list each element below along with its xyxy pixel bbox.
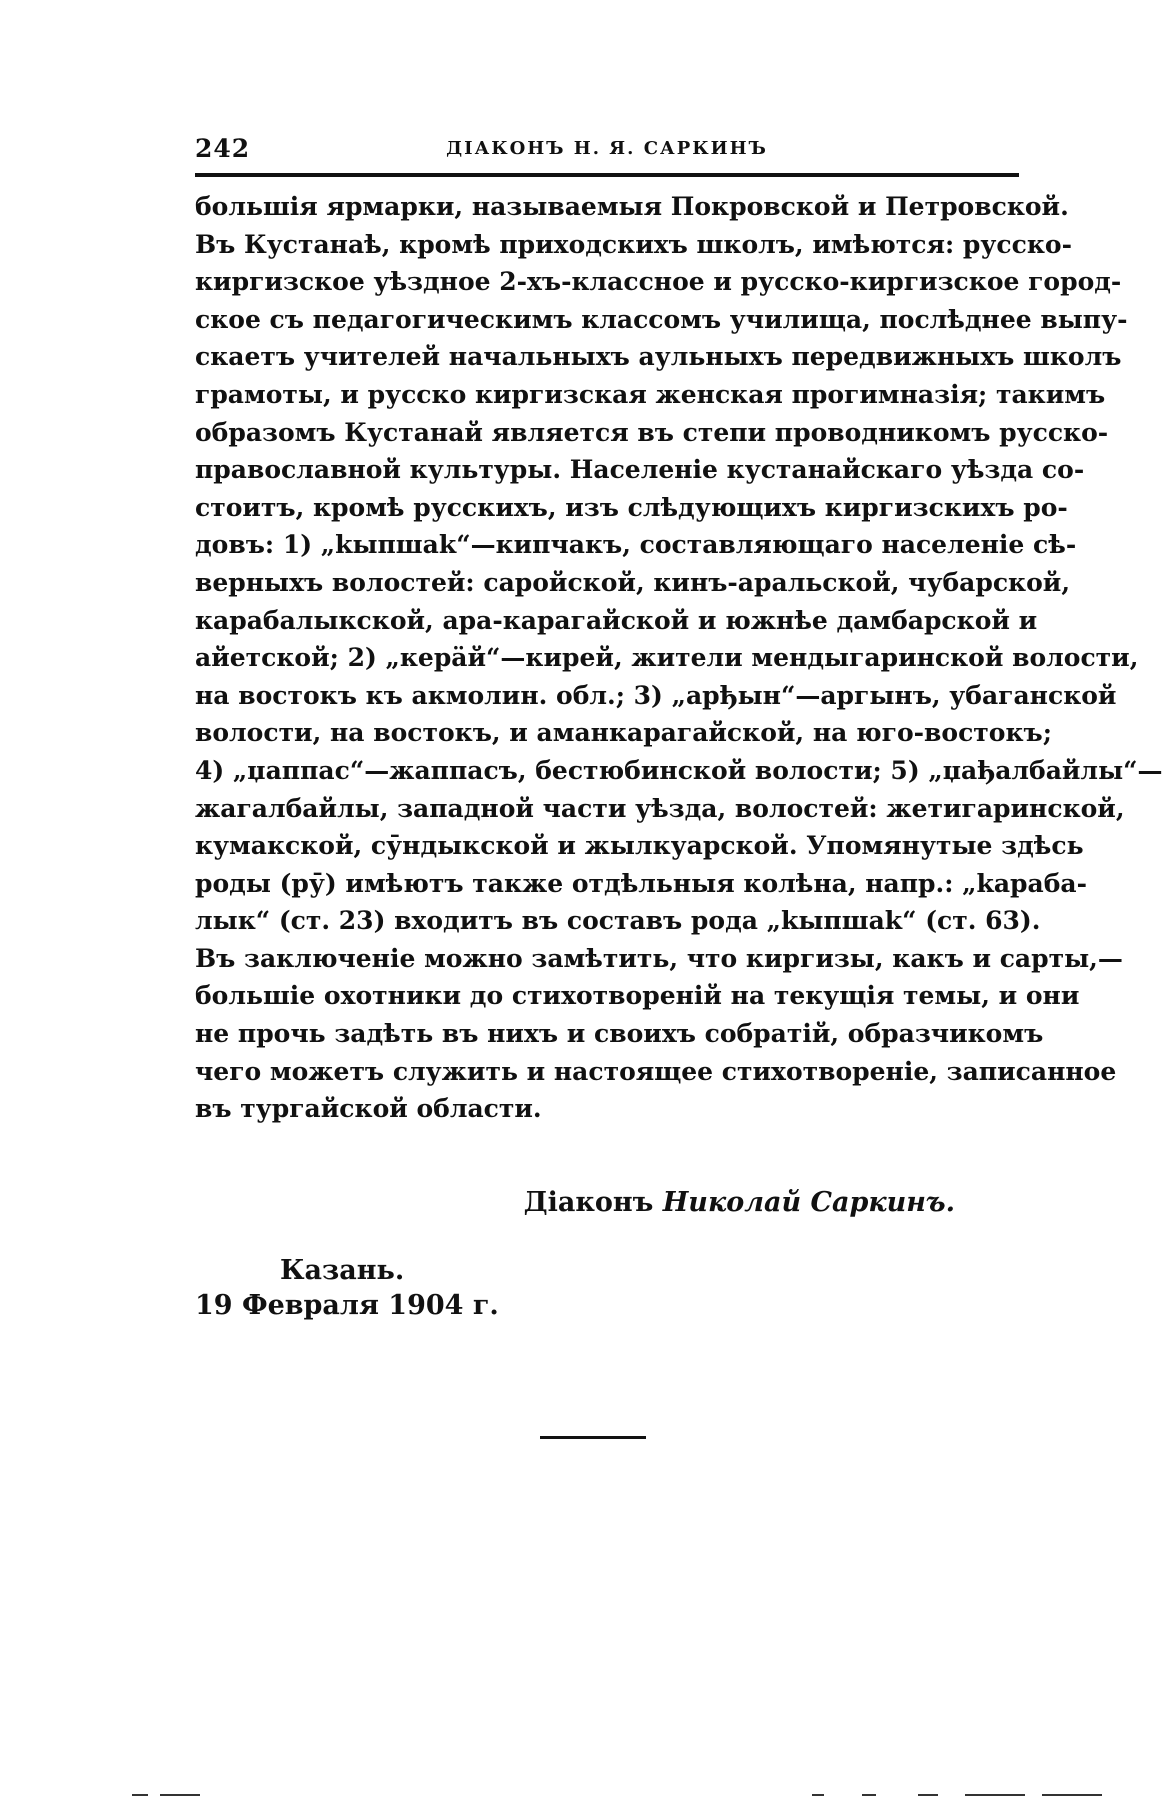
signature-name: Николай Саркинъ.: [662, 1187, 955, 1218]
text-line: стоитъ, кромѣ русскихъ, изъ слѣдующихъ киргизскихъ ро-: [195, 492, 1068, 522]
text-line: айетской; 2) „керäй“—кирей, жители мендыгаринской волости,: [195, 643, 1139, 673]
text-line: карабалыкской, ара-карагайской и южнѣе дамбарской и: [195, 605, 1038, 635]
page-number: 242: [195, 134, 251, 163]
scan-edge-marks: [0, 1790, 1140, 1800]
text-line: скаетъ учителей начальныхъ аульныхъ передвижныхъ школъ: [195, 342, 1122, 372]
text-line: лык“ (ст. 23) входитъ въ составъ рода „kыпшаk“ (ст. 63).: [195, 906, 1041, 936]
text-line: кумакской, сӯндыкской и жылкуарской. Упомянутые здѣсь: [195, 831, 1084, 861]
text-line: жагалбайлы, западной части уѣзда, волостей: жетигаринской,: [195, 793, 1125, 823]
body-text: [195, 188, 1163, 1128]
dateline-place: Казань.: [280, 1255, 405, 1286]
running-title: ДІАКОНЪ Н. Я. САРКИНЪ: [446, 138, 768, 159]
text-line: на востокъ къ акмолин. обл.; 3) „арђын“—аргынъ, убаганской: [195, 680, 1117, 710]
scan-mark: [1042, 1794, 1102, 1796]
text-line: образомъ Кустанай является въ степи проводникомъ русско-: [195, 417, 1109, 447]
page-header: [195, 134, 1019, 170]
text-line: киргизское уѣздное 2-хъ-классное и русско-киргизское город-: [195, 267, 1122, 297]
text-line: православной культуры. Населеніе кустанайскаго уѣзда со-: [195, 455, 1085, 485]
author-signature: [195, 1187, 955, 1218]
text-line: грамоты, и русско киргизская женская прогимназія; такимъ: [195, 379, 1106, 409]
text-line: верныхъ волостей: саройской, кинъ-аральской, чубарской,: [195, 567, 1071, 597]
scan-mark: [918, 1794, 938, 1796]
scan-mark: [160, 1794, 200, 1796]
scan-mark: [812, 1794, 824, 1796]
scan-mark: [965, 1794, 1025, 1796]
dateline-date: 19 Февраля 1904 г.: [195, 1290, 499, 1321]
text-line: Въ Кустанаѣ, кромѣ приходскихъ школъ, имѣются: русско-: [195, 229, 1072, 259]
header-rule: [195, 173, 1019, 177]
text-line: въ тургайской области.: [195, 1094, 542, 1124]
text-line: не прочь задѣть въ нихъ и своихъ собратій, образчикомъ: [195, 1019, 1044, 1049]
signature-prefix: Діаконъ: [523, 1187, 654, 1218]
scan-mark: [862, 1794, 876, 1796]
text-line: 4) „џаппас“—жаппасъ, бестюбинской волости; 5) „џађалбайлы“—: [195, 755, 1163, 785]
text-line: чего можетъ служить и настоящее стихотвореніе, записанное: [195, 1056, 1117, 1086]
text-line: довъ: 1) „kыпшаk“—кипчакъ, составляющаго населеніе сѣ-: [195, 530, 1077, 560]
text-line: ское съ педагогическимъ классомъ училища, послѣднее выпу-: [195, 304, 1128, 334]
end-rule: [540, 1436, 646, 1439]
text-line: большіе охотники до стихотвореній на текущія темы, и они: [195, 981, 1080, 1011]
text-line: роды (рӯ) имѣютъ также отдѣльныя колѣна, напр.: „kараба-: [195, 868, 1087, 898]
text-line: Въ заключеніе можно замѣтить, что киргизы, какъ и сарты,—: [195, 943, 1123, 973]
scan-mark: [132, 1794, 148, 1796]
text-line: волости, на востокъ, и аманкарагайской, на юго-востокъ;: [195, 718, 1052, 748]
text-line: большія ярмарки, называемыя Покровской и Петровской.: [195, 192, 1069, 221]
